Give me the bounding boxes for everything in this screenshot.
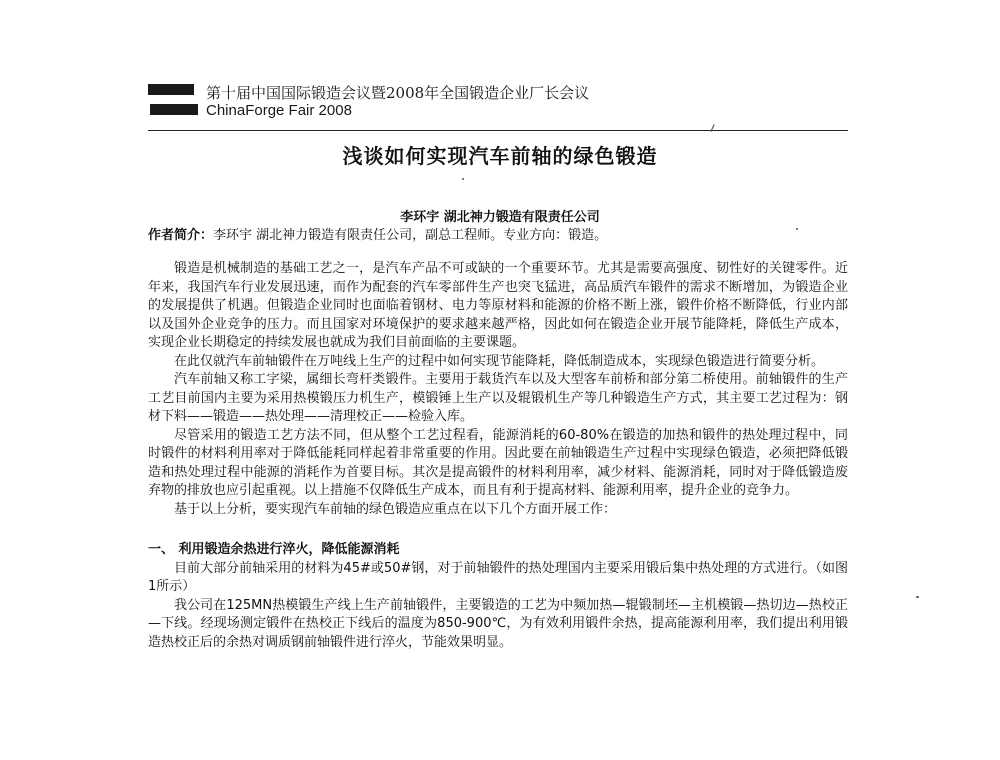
scan-speck — [916, 596, 919, 598]
header-divider — [148, 130, 848, 131]
author-bio-text: 李环宇 湖北神力锻造有限责任公司，副总工程师。专业方向：锻造。 — [213, 228, 608, 243]
scan-speck — [796, 228, 798, 230]
body-paragraph: 汽车前轴又称工字梁，属细长弯杆类锻件。主要用于载货汽车以及大型客车前桥和部分第二桥使用。前轴锻件的生产工艺目前国内主要为采用热模锻压力机生产，模锻锤上生产以及辊锻机生产等几种锻造生产方式，其主要工艺过程为：钢材下料——锻造——热处理——清理校正——检验入库。 — [148, 372, 848, 424]
section-heading: 一、 利用锻造余热进行淬火，降低能源消耗 — [148, 542, 400, 557]
section-paragraph: 目前大部分前轴采用的材料为45#或50#钢，对于前轴锻件的热处理国内主要采用锻后集中热处理的方式进行。（如图1所示） — [148, 560, 848, 594]
scan-speck — [462, 178, 464, 180]
author-affiliation: 李环宇 湖北神力锻造有限责任公司 — [400, 210, 600, 225]
paper-body — [148, 260, 848, 652]
body-paragraph: 锻造是机械制造的基础工艺之一，是汽车产品不可或缺的一个重要环节。尤其是需要高强度、韧性好的关键零件。近年来，我国汽车行业发展迅速，而作为配套的汽车零部件生产也突飞猛进，高品质汽车锻件的需求不断增加，为锻造企业的发展提供了机遇。但锻造企业同时也面临着钢材、电力等原材料和能源的价格不断上涨，锻件价格不断降低，行业内部以及国外企业竞争的压力。而且国家对环境保护的要求越来越严格，因此如何在锻造企业开展节能降耗，降低生产成本，实现企业长期稳定的持续发展也就成为我们目前面临的主要课题。 — [148, 261, 848, 350]
section-paragraph: 我公司在125MN热模锻生产线上生产前轴锻件，主要锻造的工艺为中频加热—辊锻制坯—主机模锻—热切边—热校正—下线。经现场测定锻件在热校正下线后的温度为850-900℃，为有效利用锻件余热，提高能源利用率，我们提出利用锻造热校正后的余热对调质钢前轴锻件进行淬火，节能效果明显。 — [148, 597, 848, 650]
conference-title-en: ChinaForge Fair 2008 — [206, 102, 352, 119]
conference-title-cn: 第十届中国国际锻造会议暨2008年全国锻造企业厂长会议 — [206, 84, 590, 102]
body-paragraph: 在此仅就汽车前轴锻件在万吨线上生产的过程中如何实现节能降耗，降低制造成本，实现绿色锻造进行简要分析。 — [174, 353, 825, 369]
conference-logo — [148, 80, 198, 120]
paper-title: 浅谈如何实现汽车前轴的绿色锻造 — [342, 144, 658, 168]
body-paragraph: 尽管采用的锻造工艺方法不同，但从整个工艺过程看，能源消耗的60-80%在锻造的加热和锻件的热处理过程中，同时锻件的材料利用率对于降低能耗同样起着非常重要的作用。因此要在前轴锻造生产过程中实现绿色锻造，必须把降低锻造和热处理过程中能源的消耗作为首要目标。其次是提高锻件的材料利用率，减少材料、能源消耗，同时对于降低锻造废弃物的排放也应引起重视。以上措施不仅降低生产成本，而且有利于提高材料、能源利用率，提升企业的竞争力。 — [148, 427, 848, 498]
body-paragraph: 基于以上分析，要实现汽车前轴的绿色锻造应重点在以下几个方面开展工作： — [174, 501, 617, 517]
author-bio-label: 作者简介： — [148, 228, 214, 243]
author-bio — [148, 224, 848, 243]
